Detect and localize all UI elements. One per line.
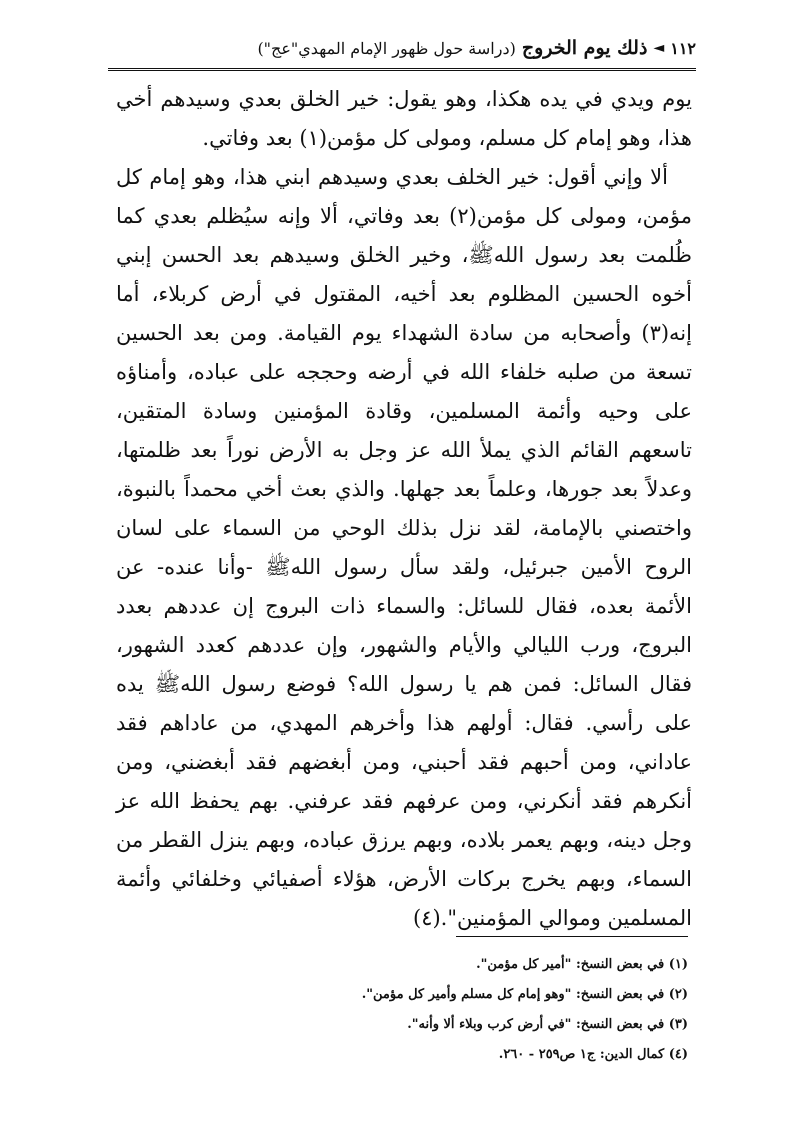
book-title: ذلك يوم الخروج — [521, 37, 648, 59]
book-subtitle: (دراسة حول ظهور الإمام المهدي"عج") — [257, 38, 516, 58]
footnote-rule — [456, 936, 688, 937]
footnote-2: (٢) في بعض النسخ: "وهو إمام كل مسلم وأمير كل مؤمن". — [361, 987, 688, 1002]
page-number: ١١٢ — [670, 38, 696, 58]
header-rule — [108, 68, 696, 71]
arrow-marker-icon: ◄ — [653, 40, 665, 56]
footnote-4: (٤) كمال الدين: ج١ ص٢٥٩ - ٢٦٠. — [498, 1047, 688, 1062]
main-text — [116, 80, 692, 938]
running-header — [108, 30, 696, 66]
footnote-3: (٣) في بعض النسخ: "في أرض كرب وبلاء ألا وأنه". — [407, 1017, 688, 1032]
paragraph-2: ألا وإني أقول: خير الخلف بعدي وسيدهم ابني هذا، وهو إمام كل مؤمن، ومولى كل مؤمن(٢) بعد وفاتي، ألا وإنه سيُظلم بعدي كما ظُلمت بعد رسول اللهﷺ، وخير الخلق وسيدهم بعد الحسن إبني أخوه الحسين المظلوم بعد أخيه، المقتول في أرض كربلاء، أما إنه(٣) وأصحابه من سادة الشهداء يوم القيامة. ومن بعد الحسين تسعة من صلبه خلفاء الله في أرضه وحججه على عباده، وأمناؤه على وحيه وأئمة المسلمين، وقادة المؤمنين وسادة المتقين، تاسعهم القائم الذي يملأ الله عز وجل به الأرض نوراً بعد ظلمتها، وعدلاً بعد جورها، وعلماً بعد جهلها. والذي بعث أخي محمداً بالنبوة، واختصني بالإمامة، لقد نزل بذلك الوحي من السماء على لسان الروح الأمين جبرئيل، ولقد سأل رسول اللهﷺ -وأنا عنده- عن الأئمة بعده، فقال للسائل: والسماء ذات البروج إن عددهم بعدد البروج، ورب الليالي والأيام والشهور، وإن عددهم كعدد الشهور، فقال السائل: فمن هم يا رسول الله؟ فوضع رسول اللهﷺ يده على رأسي. فقال: أولهم هذا وأخرهم المهدي، من عاداهم فقد عاداني، ومن أحبهم فقد أحبني، ومن أبغضهم فقد أبغضني، ومن أنكرهم فقد أنكرني، ومن عرفهم فقد عرفني. بهم يحفظ الله عز وجل دينه، وبهم يعمر بلاده، وبهم يرزق عباده، وبهم ينزل القطر من السماء، وبهم يخرج بركات الأرض، هؤلاء أصفيائي وخلفائي وأئمة المسلمين وموالي المؤمنين".(٤) — [116, 165, 693, 930]
footnotes — [116, 950, 688, 1070]
paragraph-1: يوم ويدي في يده هكذا، وهو يقول: خير الخلق بعدي وسيدهم أخي هذا، وهو إمام كل مسلم، ومولى كل مؤمن(١) بعد وفاتي. — [116, 87, 692, 150]
footnote-1: (١) في بعض النسخ: "أمير كل مؤمن". — [476, 957, 688, 972]
